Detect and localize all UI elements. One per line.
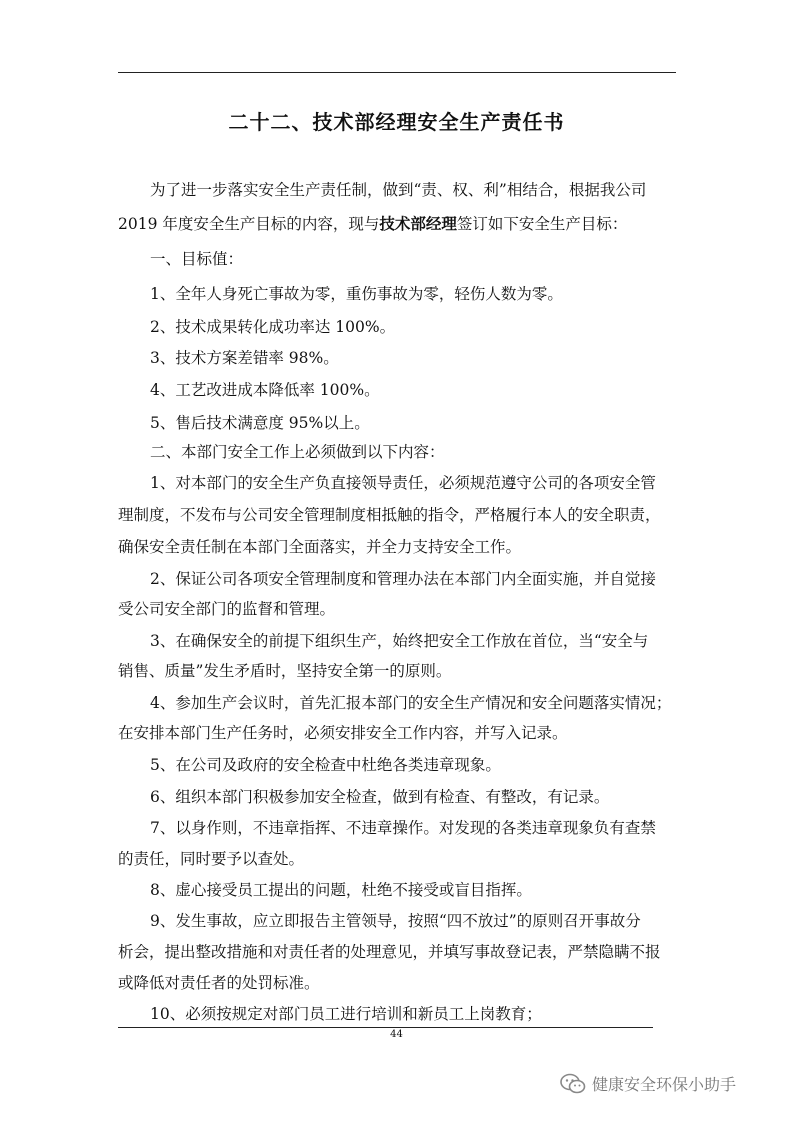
- duty-line: 销售、质量”发生矛盾时，坚持安全第一的原则。: [118, 662, 452, 680]
- duty-line: 4、参加生产会议时，首先汇报本部门的安全生产情况和安全问题落实情况；: [150, 694, 672, 712]
- section-1-heading: 一、目标值：: [150, 250, 244, 268]
- wechat-icon: [560, 1073, 586, 1095]
- duty-line: 10、必须按规定对部门员工进行培训和新员工上岗教育；: [150, 1005, 542, 1023]
- duty-line: 5、在公司及政府的安全检查中杜绝各类违章现象。: [150, 756, 501, 774]
- header-rule: [118, 72, 676, 73]
- watermark-text: 健康安全环保小助手: [592, 1075, 737, 1094]
- duty-line: 3、在确保安全的前提下组织生产，始终把安全工作放在首位，当“安全与: [150, 632, 649, 650]
- target-item: 4、工艺改进成本降低率 100%。: [150, 381, 380, 399]
- section-2-heading: 二、本部门安全工作上必须做到以下内容：: [150, 443, 445, 461]
- duty-line: 或降低对责任者的处罚标准。: [118, 974, 320, 992]
- duty-line: 的责任，同时要予以查处。: [118, 850, 305, 868]
- footer-rule: [118, 1027, 653, 1028]
- page-number: 44: [390, 1029, 403, 1040]
- duty-line: 确保安全责任制在本部门全面落实，并全力支持安全工作。: [118, 538, 522, 556]
- duty-line: 受公司安全部门的监督和管理。: [118, 600, 336, 618]
- intro-line-1: 为了进一步落实安全生产责任制，做到“责、权、利”相结合，根据我公司: [150, 181, 647, 199]
- target-item: 1、全年人身死亡事故为零，重伤事故为零，轻伤人数为零。: [150, 285, 563, 303]
- duty-line: 析会，提出整改措施和对责任者的处理意见，并填写事故登记表，严禁隐瞒不报: [118, 943, 661, 961]
- duty-line: 6、组织本部门积极参加安全检查，做到有检查、有整改，有记录。: [150, 788, 610, 806]
- duty-line: 8、虚心接受员工提出的问题，杜绝不接受或盲目指挥。: [150, 881, 532, 899]
- document-title: 二十二、技术部经理安全生产责任书: [228, 110, 565, 134]
- target-item: 2、技术成果转化成功率达 100%。: [150, 318, 396, 336]
- duty-line: 2、保证公司各项安全管理制度和管理办法在本部门内全面实施，并自觉接: [150, 570, 656, 588]
- duty-line: 理制度，不发布与公司安全管理制度相抵触的指令，严格履行本人的安全职责，: [118, 506, 661, 524]
- duty-line: 1、对本部门的安全生产负直接领导责任，必须规范遵守公司的各项安全管: [150, 474, 656, 492]
- target-item: 3、技术方案差错率 98%。: [150, 349, 339, 367]
- duty-line: 9、发生事故，应立即报告主管领导，按照“四不放过”的原则召开事故分: [150, 912, 641, 930]
- duty-line: 在安排本部门生产任务时，必须安排安全工作内容，并写入记录。: [118, 724, 568, 742]
- target-item: 5、售后技术满意度 95%以上。: [150, 414, 370, 432]
- duty-line: 7、以身作则，不违章指挥、不违章操作。对发现的各类违章现象负有查禁: [150, 819, 656, 837]
- intro-line-2: 2019 年度安全生产目标的内容，现与技术部经理签订如下安全生产目标：: [118, 215, 628, 233]
- role-name: 技术部经理: [379, 215, 457, 233]
- watermark: [560, 1072, 736, 1095]
